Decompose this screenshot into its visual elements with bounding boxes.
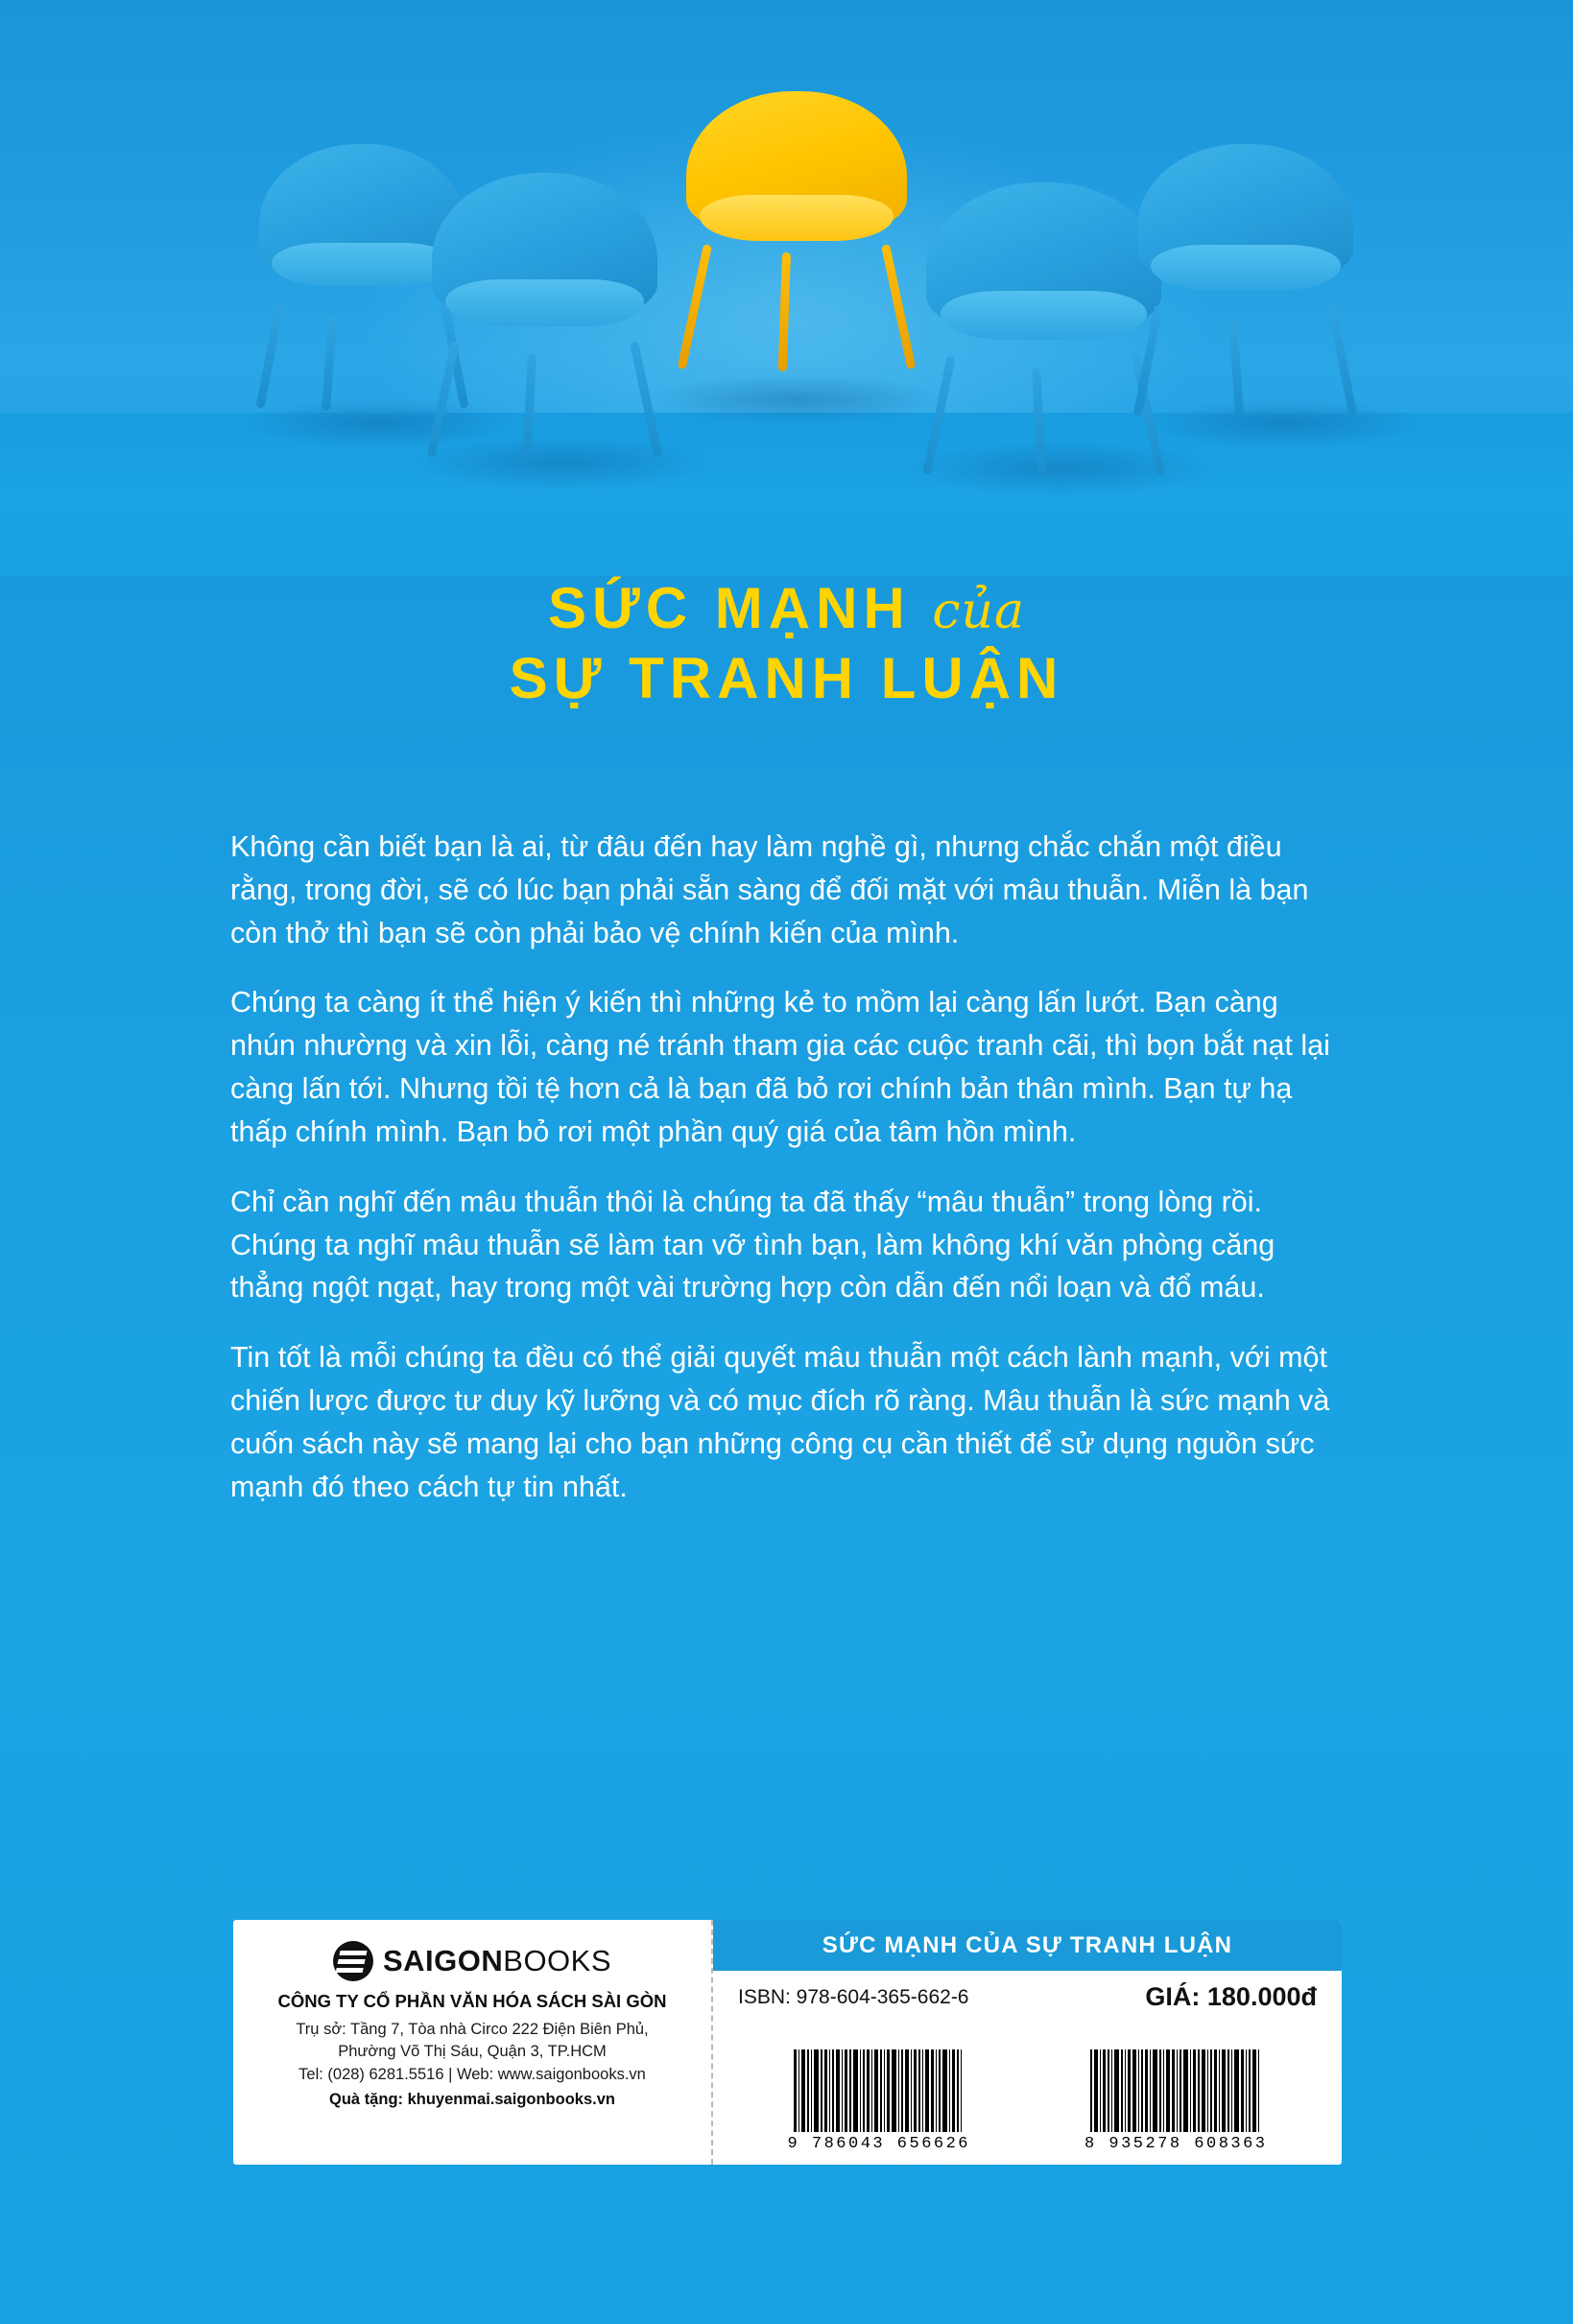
chair-shadow — [1147, 398, 1420, 448]
publisher-address-line-2: Phường Võ Thị Sáu, Quận 3, TP.HCM — [338, 2043, 607, 2061]
publisher-logo-text — [383, 1944, 611, 1978]
yellow-chair-center — [686, 91, 907, 283]
publisher-block — [233, 1920, 713, 2165]
logo-text-light: BOOKS — [503, 1944, 612, 1977]
book-title-banner: SỨC MẠNH CỦA SỰ TRANH LUẬN — [713, 1920, 1342, 1971]
title-main-text: SỨC MẠNH — [547, 576, 911, 640]
blue-chair-far-right — [1137, 144, 1353, 331]
chair-leg — [255, 300, 285, 410]
book-meta-block — [713, 1920, 1342, 2165]
yellow-chair-shadow — [653, 374, 941, 424]
publisher-company-name: CÔNG TY CỔ PHẦN VĂN HÓA SÁCH SÀI GÒN — [277, 1991, 667, 2011]
chair-seat — [1151, 245, 1341, 290]
chair-seat — [445, 279, 644, 326]
back-cover-blurb — [230, 826, 1348, 1509]
publisher-logo — [243, 1941, 702, 1981]
price-text: GIÁ: 180.000đ — [1145, 1982, 1317, 2011]
ean-barcode — [1084, 2049, 1268, 2153]
chair-shadow — [413, 437, 710, 490]
barcode-bars — [1084, 2049, 1268, 2132]
chair-seat — [700, 195, 894, 241]
barcode-digits: 8 935278 608363 — [1084, 2135, 1268, 2153]
chair-seat — [272, 243, 453, 287]
blue-chair-left — [432, 173, 657, 370]
publisher-contact: Tel: (028) 6281.5516 | Web: www.saigonbooks.vn — [298, 2065, 646, 2083]
chair-shadow — [907, 442, 1214, 495]
blurb-paragraph: Tin tốt là mỗi chúng ta đều có thể giải quyết mâu thuẫn một cách lành mạnh, với một chiến lược được tư duy kỹ lưỡng và có mục đích rõ ràng. Mâu thuẫn là sức mạnh và cuốn sách này sẽ mang lại cho bạn những công cụ cần thiết để sử dụng nguồn sức mạnh đó theo cách tự tin nhất. — [230, 1341, 1330, 1503]
chair-shadow — [245, 398, 513, 448]
blurb-paragraph: Không cần biết bạn là ai, từ đâu đến hay làm nghề gì, nhưng chắc chắn một điều rằng, trong đời, sẽ có lúc bạn phải sẵn sàng để đối mặt với mâu thuẫn. Miễn là bạn còn thở thì bạn sẽ còn phải bảo vệ chính kiến của mình. — [230, 830, 1309, 949]
barcode-row — [713, 2016, 1342, 2165]
chair-seat — [941, 291, 1148, 339]
blurb-paragraph: Chúng ta càng ít thể hiện ý kiến thì những kẻ to mồm lại càng lấn lướt. Bạn càng nhún nhường và xin lỗi, càng né tránh tham gia các cuộc tranh cãi, thì bọn bắt nạt lại càng lấn tới. Nhưng tồi tệ hơn cả là bạn đã bỏ rơi chính bản thân mình. Bạn tự hạ thấp chính mình. Bạn bỏ rơi một phần quý giá của tâm hồn mình. — [230, 986, 1330, 1148]
publisher-gift-link: Quà tặng: khuyenmai.saigonbooks.vn — [329, 2091, 615, 2109]
footer-info-card — [233, 1920, 1342, 2165]
publisher-address-line-1: Trụ sở: Tầng 7, Tòa nhà Circo 222 Điện Biên Phủ, — [296, 2021, 649, 2038]
chair-illustration-scene — [0, 0, 1573, 576]
barcode-digits: 9 786043 656626 — [787, 2135, 971, 2153]
logo-text-bold: SAIGON — [382, 1944, 504, 1977]
saigonbooks-logo-icon — [333, 1941, 373, 1981]
book-title — [0, 576, 1573, 710]
title-line-2: SỰ TRANH LUẬN — [509, 646, 1064, 711]
isbn-barcode — [787, 2049, 970, 2153]
chair-leg — [322, 315, 337, 410]
title-line-1 — [0, 576, 1573, 640]
isbn-text: ISBN: 978-604-365-662-6 — [738, 1985, 969, 2008]
blue-chair-right — [926, 182, 1161, 384]
blurb-paragraph: Chỉ cần nghĩ đến mâu thuẫn thôi là chúng ta đã thấy “mâu thuẫn” trong lòng rồi. Chúng ta nghĩ mâu thuẫn sẽ làm tan vỡ tình bạn, làm không khí văn phòng căng thẳng ngột ngạt, hay trong một vài trường hợp còn dẫn đến nổi loạn và đổ máu. — [230, 1185, 1275, 1305]
title-italic-text: của — [932, 583, 1026, 640]
barcode-bars — [787, 2049, 970, 2132]
book-meta-row — [713, 1971, 1342, 2016]
